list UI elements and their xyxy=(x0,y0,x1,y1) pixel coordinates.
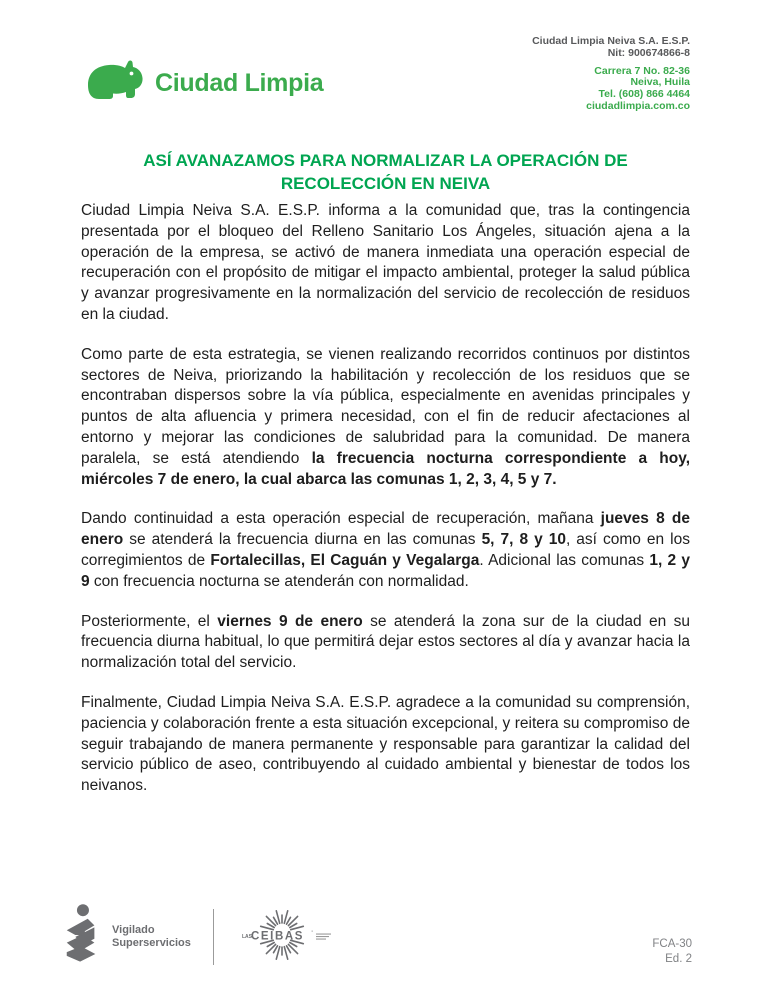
contact-line: Nit: 900674866-8 xyxy=(607,46,690,59)
doc-edition-value: Ed. 2 xyxy=(665,953,692,965)
ceibas-tagline-marks xyxy=(316,934,331,940)
body-paragraph: Posteriormente, el viernes 9 de enero se atenderá la zona sur de la ciudad en su frecuencia diurna habitual, lo que permitirá dejar estos sectores al día y avanzar hacia la normalización total del servicio. xyxy=(81,612,690,672)
document-code xyxy=(652,937,692,967)
body-paragraph: Como parte de esta estrategia, se vienen realizando recorridos continuos por distintos sectores de Neiva, priorizando la habilitación y recolección de los residuos que se encontraban dispersos sobre la vía pública, especialmente en avenidas principales y puntos de alta afluencia y primera necesidad, con el fin de reducir afectaciones al entorno y mejorar las condiciones de salubridad para la comunidad. De manera paralela, se está atendiendo la frecuencia nocturna correspondiente a hoy, miércoles 7 de enero, la cual abarca las comunas 1, 2, 3, 4, 5 y 7. xyxy=(81,345,690,488)
page-title-line1: ASÍ AVANAZAMOS PARA NORMALIZAR LA OPERACIÓN DE xyxy=(143,151,628,170)
svg-text:': ' xyxy=(311,930,313,937)
contact-line: Tel. (608) 866 4464 xyxy=(598,88,690,101)
footer-divider xyxy=(213,909,214,965)
company-logo xyxy=(87,57,323,101)
las-ceibas-logo xyxy=(234,901,338,972)
company-logo-text: Ciudad Limpia xyxy=(155,68,324,97)
hippo-logo-icon xyxy=(87,57,143,101)
contact-line: Ciudad Limpia Neiva S.A. E.S.P. xyxy=(532,35,690,47)
ceibas-las-text: LAS xyxy=(241,934,252,940)
page-title xyxy=(81,149,690,195)
body-paragraph: Finalmente, Ciudad Limpia Neiva S.A. E.S.P. agradece a la comunidad su comprensión, paciencia y colaboración frente a esta situación excepcional, y reitera su compromiso de seguir trabajando de manera permanente y responsable para garantizar la calidad del servicio público de aseo, contribuyendo al cuidado ambiental y bienestar de todos los neivanos. xyxy=(81,693,690,795)
page-title-line2: RECOLECCIÓN EN NEIVA xyxy=(280,174,491,193)
letterhead-contact xyxy=(532,36,690,113)
footer-logos xyxy=(62,901,338,972)
vigilado-superservicios-label: Vigilado Superservicios xyxy=(112,923,191,949)
contact-line: Neiva, Huila xyxy=(630,76,690,89)
document-body xyxy=(81,201,690,816)
doc-code-value: FCA-30 xyxy=(652,938,692,950)
ceibas-name-text: CEIBAS xyxy=(250,930,304,943)
body-paragraph: Ciudad Limpia Neiva S.A. E.S.P. informa a la comunidad que, tras la contingencia presentada por el bloqueo del Relleno Sanitario Los Ángeles, situación ajena a la operación de la empresa, se activó de manera inmediata una operación especial de recuperación con el propósito de mitigar el impacto ambiental, proteger la salud pública y avanzar progresivamente en la normalización del servicio de recolección de residuos en la ciudad. xyxy=(81,202,690,323)
body-paragraph: Dando continuidad a esta operación especial de recuperación, mañana jueves 8 de enero se atenderá la frecuencia diurna en las comunas 5, 7, 8 y 10, así como en los corregimientos de Fortalecillas, El Caguán y Vegalarga. Adicional las comunas 1, 2 y 9 con frecuencia nocturna se atenderán con normalidad. xyxy=(81,510,690,590)
contact-line: Carrera 7 No. 82-36 xyxy=(594,64,690,77)
vigilado-superservicios-logo xyxy=(62,902,191,971)
contact-line: ciudadlimpia.com.co xyxy=(586,99,690,112)
superservicios-icon xyxy=(62,902,102,971)
